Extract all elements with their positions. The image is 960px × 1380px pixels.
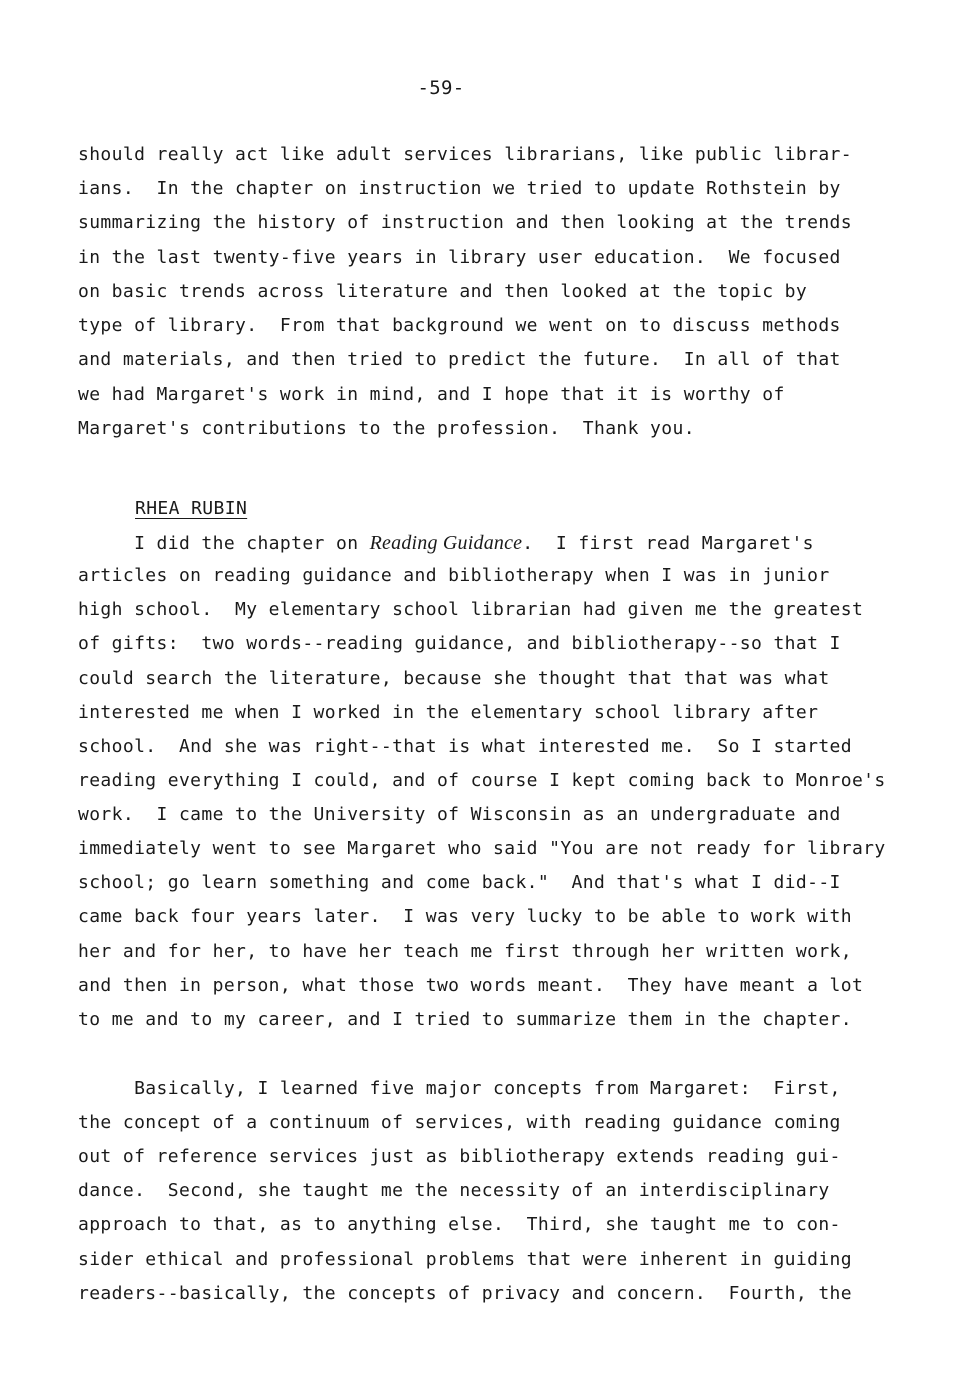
text-line: should really act like adult services librarians, like public librar- <box>78 144 852 165</box>
text-line: school. And she was right--that is what interested me. So I started <box>78 736 852 757</box>
text-line: school; go learn something and come back." And that's what I did--I <box>78 872 841 893</box>
text-line: we had Margaret's work in mind, and I hope that it is worthy of <box>78 384 785 405</box>
text-line: to me and to my career, and I tried to summarize them in the chapter. <box>78 1009 852 1030</box>
text-line: could search the literature, because she thought that that was what <box>78 668 830 689</box>
text-line: articles on reading guidance and bibliotherapy when I was in junior <box>78 565 830 586</box>
text-line: out of reference services just as bibliotherapy extends reading gui- <box>78 1146 841 1167</box>
text-line: high school. My elementary school librarian had given me the greatest <box>78 599 864 620</box>
text-line: ians. In the chapter on instruction we tried to update Rothstein by <box>78 178 841 199</box>
chapter-title: Reading Guidance <box>369 532 523 554</box>
text-line: interested me when I worked in the elementary school library after <box>78 702 819 723</box>
text-segment: I did the chapter on <box>78 533 370 554</box>
text-line: came back four years later. I was very lucky to be able to work with <box>78 906 852 927</box>
text-line: type of library. From that background we went on to discuss methods <box>78 315 841 336</box>
text-line: reading everything I could, and of course I kept coming back to Monroe's <box>78 770 886 791</box>
text-line: the concept of a continuum of services, with reading guidance coming <box>78 1112 841 1133</box>
text-line: Basically, I learned five major concepts from Margaret: First, <box>78 1078 841 1099</box>
text-line: of gifts: two words--reading guidance, and bibliotherapy--so that I <box>78 633 841 654</box>
text-line: her and for her, to have her teach me first through her written work, <box>78 941 852 962</box>
text-line: readers--basically, the concepts of privacy and concern. Fourth, the <box>78 1283 852 1304</box>
page-number: -59- <box>417 77 465 99</box>
text-line: Margaret's contributions to the profession. Thank you. <box>78 418 695 439</box>
text-line: sider ethical and professional problems that were inherent in guiding <box>78 1249 852 1270</box>
text-segment: . I first read Margaret's <box>522 533 814 554</box>
speaker-heading: RHEA RUBIN <box>135 498 248 519</box>
text-line: on basic trends across literature and then looked at the topic by <box>78 281 808 302</box>
text-line: immediately went to see Margaret who said "You are not ready for library <box>78 838 886 859</box>
text-line: and then in person, what those two words meant. They have meant a lot <box>78 975 864 996</box>
text-line: approach to that, as to anything else. Third, she taught me to con- <box>78 1214 841 1235</box>
text-line <box>78 531 814 556</box>
text-line: and materials, and then tried to predict the future. In all of that <box>78 349 841 370</box>
text-line: in the last twenty-five years in library user education. We focused <box>78 247 841 268</box>
text-line: dance. Second, she taught me the necessity of an interdisciplinary <box>78 1180 830 1201</box>
text-line: summarizing the history of instruction and then looking at the trends <box>78 212 852 233</box>
text-line: work. I came to the University of Wisconsin as an undergraduate and <box>78 804 841 825</box>
